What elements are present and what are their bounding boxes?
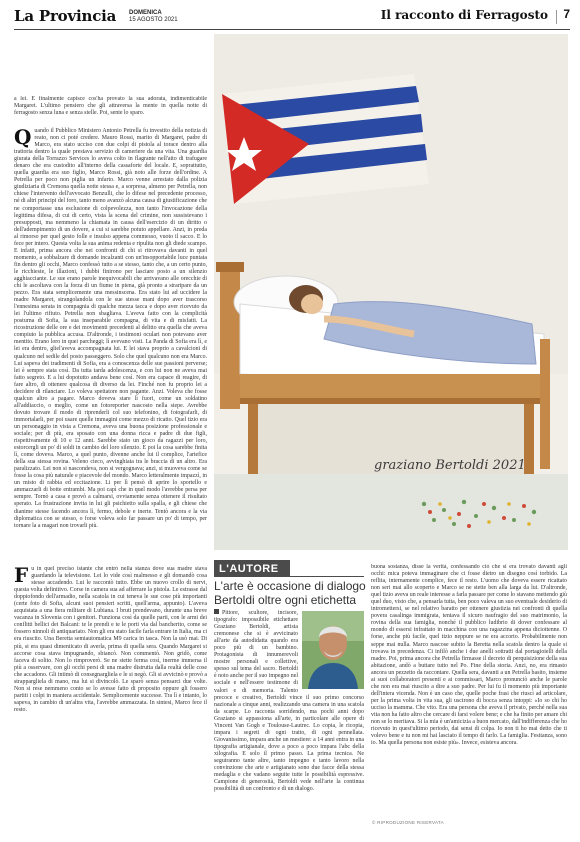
bullet-square-icon [214, 609, 219, 614]
story-paragraph-2 [14, 566, 207, 714]
page-number: 7 [563, 7, 570, 21]
issue-day: DOMENICA [129, 10, 162, 16]
newspaper-logo: La Provincia [14, 7, 117, 25]
author-headline: L'arte è occasione di dialogo Bertoldi oltre ogni etichetta [214, 579, 366, 607]
story-column-3 [371, 564, 567, 828]
header-divider [556, 10, 557, 24]
story-text-2: u in quel preciso istante che entrò nella stanza dove sua madre stava guardando la televisione. Lei lo vide così malmesso e gli domandò cosa stesse accadendo. Lui le raccontò tutto. Ebbe un nuovo crollo di nervi, questa volta definitivo. Corse in camera sua ad afferrare la pistola. Le estrasse dal doppiofondo dell'armadio, nella scatola in cui teneva le sue cose più importanti (certe foto di Sofia, alcuni suoi pensieri scritti, quell'arma, appunto). L'aveva acquistata a una fiera militare di Lubiana. I bruti prendevano, durante una breve vacanza in Slovenia con i genitori. Funziona così da quelle parti, con le armi dei conflitti bellici dei Balcani: te le prendi e te le porti via dal bancherito, come se fossero ninnoli di antiquariato. Non gli era stato facile farla entrare in Italia, ma ci era riuscito. Una Beretta semiautomatica M9 carica in tasca. Non la usò mai. Di più, si era quasi dimenticato di averla, prima di quella sera. Quando Margaret si accorse cosa stava impugnando, sbiancò. Non commentò. Non gridò, come faceva di solito. Non lo rimproverò. Se ne stette ferma così, inerme immersa il più a osservare, con gli occhi persi di una madre distrutta dalla realtà delle cose che accadono. Gli intimò di consegnargliela e le si negò. Gli si avvicinò e provò a strappargliela di mano, ma lui si divincolò. Le sparò senza pensarci due volte. Non si rese nemmeno conto se lo avesse fatto di proposito oppure gli fossero partiti i colpi in maniera accidentale. Semplicemente successe. Tra lì e intanto, lo sapeva, in cambio di un'altra vita, l'avrebbe ammazzata. In sintesi, Marco fece il resto. [14, 566, 207, 713]
header-rule [14, 29, 570, 30]
story-text-1: uando il Pubblico Ministero Antonio Petrella fu investito della notizia di reato, non ci poté credere. Mauro Rossi, marito di Margaret, padre di Marco, era stato ucciso con due colpi di pistola al torace dentro alla trattoria dentro la quale prestava servizio di cameriere da una vita. Una guardia giurata della Torrazzo Services lo aveva colto in flagrante nell'atto di trafugare denaro che era custodito all'interno della cassaforte del locale. E, soprattutto, quella guardia era suo figlio, Marco Rossi, già noto alle forze dell'ordine. A Petrella per poco non piglia un infarto. Marco venne arrestato dalla polizia giudiziaria di Cremona quella notte stessa e, a sorpresa, almeno per Petrella, non chiese l'intervento dell'avvocato Benzulli, che lo difese nel precedente processo, né di altri principi del foro, tanto meno avanzò alcuna causa di giustificazione che ne comportasse una esclusione di colpevolezza, non tanto l'invocazione della legittima difesa, di cui di certo, vista la scena del crimine, non sussistevano i presupposti, ma nemmeno la chiamata in causa dell'esercizio di un diritto o dell'adempimento di un dovere, a cui si sarebbe potuto appellare. Anzi, in preda al rimorso per quel gesto folle e insulso appena commesso, vuoto il sacco. E lo fece per intero. Questa volta la sua anima redenta e ripulita non gli diede scampo. E infatti, prima ancora che nei confronti di chi si ritrovava davanti in quel momento, a sobbalzare di domande incalzanti con un'insopportabile luce puntata fin dentro gli occhi, Marco confessò tutto a se stesso, tanto che, a un certo punto, le ricchieste, le illazioni, i dubbi finirono per lasciare posto a un silenzio agghiacciante. Le sue erano parole inequivocabili che arrivavano alle orecchie di chi le ascoltava con la forza di un fiume in piena, già pronto a straripare da un pezzo. Era stata semplicemente una messinscena. Era stato lui ad uccidere la madre Margaret, strangolandola con le sue stesse mani dopo aver trascorso l'ennesima serata in compagnia di qualche mezza tacca e dopo aver ricevuto da lei l'ultimo rifiuto. Petrella non sbagliava. L'aveva fatto con la complicità posturna di Sofia, la sua inseparabile compagna, di vita e di misfatti. La ricostruzione delle ore e dei movimenti precedenti al delitto era quella che aveva compiuto la pubblica accusa. D'altronde, i testimoni oculari non potevano aver mentito. Erano loro in quei parcheggi; lì avevano visti. La Panda di Sofia era lì, e lei era dentro, gliel'aveva accompagnata lui. E lei stava proprio a cavalcioni di qualcuno nel sedile del posto passeggero. Solo che quel qualcuno non era Marco. Lui sapeva dei tradimenti di Sofia, era a conoscenza delle sue passioni perverse; lei è sempre stata così. Da tutta tarda adolescenza, e con lui non ne aveva mai fatto segreto. E a lui dopotutto andava bene così. Non era capace di reagire, di fare altro, di ottenere qualcosa di diverso da lei. Finché non fu proprio lei a decidere di rilanciare. Lo voleva spettatore non pagante. Anzi. Voleva che fosse qualcun altro a pagare. Marco doveva stare lì fuori, come un soldatino all'addiaccio, o meglio, come un fotoreporter nascosto nella siepe. Avrebbe dovuto trovare il modo di riprenderli col suo telefonino, di fotografarli, di immortalarli, per poi usare quelle immagini come mezzo di ricatto. Quel tizio era un personaggio in vista a Cremona, aveva una buona posizione professionale e sociale; per di più, era sposato con una donna ricca e padre di due figli, rispettivamente di 10 e 12 anni. Sarebbe stato un gioco da ragazzi per loro, estorcergli un po' di soldi in cambio del loro silenzio. E poi la cosa sarebbe finita lì, come doveva. Marco, a quel punto, divenne anche lui il complice, l'artefice della sua stessa rovina. Veleno cieco, avvinghiata tra le braccia di un altro. Era paralizzato. Lei non si nascondeva, non si vergognava; anzi, si muoveva come se fosse la cosa più naturale e piacevole del mondo. Marco letteralmente impazzì, in un misto di rabbia ed eccitazione. Li per lì pensò di aprire lo sportello e ammazzarli di botte entrambi. Ma poi capì che in quel modo l'avrebbe persa per sempre. Tornò a casa e provò a calmarsi, ovviamente senza ottenere il risultato sperato. La frustrazione invita in lui gli psichietto sulla spalla, e gli chiese che dianime stesse facendo ancora lì, fermo, debole e inerte. Tentò ancora e la via diplomatica con se stesso, o forse voleva solo far passare un po' di tempo, per tornare la a magari non trovarli più. [14, 128, 207, 529]
issue-date-text: 15 AGOSTO 2021 [129, 17, 178, 23]
issue-date [129, 10, 178, 24]
story-column-1 [14, 96, 207, 566]
section-title: Il racconto di Ferragosto [380, 8, 548, 22]
svg-text:graziano Bertoldi 2021: graziano Bertoldi 2021 [374, 458, 526, 473]
story-text-3: buona sostanza, disse la verità, confessando ciò che si era trovato davanti agli occhi: mica poteva immaginare che ci fosse dietro un disegno così torbido. La reflita, internamente complice, fece il resto. L'uomo che doveva essere ricattato non seri mai allo scoperto e Marco se ne stette ben alla larga da lui. D'altronde, quel tizio aveva un reale interesse a farla passare per come lo stavano mettendo giù quel duo, visto che, a pensarla tutta, ben poco valeva un suo eventuale desiderio di intromettersi, se nel relativo baratto per ottenere giustizia nei confronti di quella povera casalinga immigrata, tentava il sicuro naufragio del suo matrimonio, la rovina della sua famiglia, nonché il pubblico ludibrio di dover confessare al mondo di essersi infrattato in macchina con una ragazzina appena diciottenne. O forse, anche più facile, quel tizio neppure se ne era accorto. Probabilmente non seppe mai nulla. Marco nascose subito la Beretta nella scatola dentro la quale si trovava in precedenza. Ci infilò anche i due anelli sottratti dal portagioielli della madre. Poi, prima ancora che Petrella firmasse il decreto di perquisizione della sua abitazione, andò a buttare tutto nel Po. Fine della storia. Anzi, no, era rimasto ancora un pezzetto da raccontare. Quella sera, davanti a un Petrella basito, insieme ai suoi collaboratori presenti e ai commissari, Marco pronunciò anche le parole che non era mai riuscito a dire a suo padre. Per lui fu il momento più importante dell'intera vicenda. Non è un caso che, quelle poche frasi che riuscì ad articolare, per la prima volta in vita sua, gli uscirono di bocca senza intoppi: «Io so chi ho ucciso la mamma. Che vito. Era una persona che aveva il privato, perché nella sua vita non ha fatto altro che cercare di farsi volere bene; e che ha finito per amare chi non se lo meritava. Si la mia è un'amicizia a buon mercato, dall'indifferenza che ho ricevuto in quest'ultimo periodo, dai sensi di colpa. Io non ti ho mai detto che ti volevo bene e tu non mi hai lasciato il tempo di farlo. La famiglia. Fesitanza, sono io. Ma quella persona non esiste più». Invece, esisteva ancora. [371, 564, 567, 747]
story-paragraph-1 [14, 125, 207, 530]
author-kicker-box [214, 560, 290, 577]
author-column [214, 609, 364, 828]
story-column-2 [14, 566, 207, 828]
author-photo [302, 611, 364, 689]
copyright-note: © RIPRODUZIONE RISERVATA [372, 820, 444, 825]
story-intro: a lei. È finalmente capisce cos'ha provato la sua adorata, indimenticabile Margaret. L'ultimo pensiero che gli attraversa la mente in quella notte di ferragosto senza luna e senza stelle. Poi, sente lo sparo. [14, 96, 207, 117]
author-kicker: L'AUTORE [219, 563, 279, 575]
drop-cap: Q [14, 125, 32, 149]
page-header [14, 0, 570, 26]
painting-illustration [214, 34, 568, 550]
author-rule [290, 576, 364, 577]
drop-cap-2: F [14, 566, 29, 587]
cuban-flag-icon [222, 74, 429, 204]
author-bio-text: Pittore, scultore, incisore, tipografo: impossibile etichettare Graziano Bertoldi, artista cremonese che si è avvicinato all'arte da autodidatta quando era poco più di un bambino. Protagonista di innumerevoli mostre personali e collettive, spesso sul tema del sacro. Bertoldi è noto anche per il suo impegno nel sociale e nell'essere testimone di valori e di memoria. Talento precoce e creativo, Bertoldi vince il suo primo concorso nazionale a cinque anni, realizzando una camera in una scatola da scarpe. Lo racconta sorridendo, ma pochi anni dopo Graziano si appassiona all'arte, in particolare alle opere di Vincent Van Gogh e Toulouse-Lautrec. Lo copia, le ricopia, impara i segreti di ogni tratto, di ogni pennellata. Giovanissimo, impara anche un mestiere: a 14 anni entra in una tipografia artigianale, dove a poco a poco impara l'abc della xilografia. E solo il primo passo. La prima tecnica. Ne seguiranno tante altre, tanto impegno e tanto lavoro nella convinzione che arte e artigianato sono due facce della stessa medaglia e che vadano seguite tutte le possibilità espressive. Campione di generosità, Bertoldi vede nell'arte la continua possibilità di un confronto e di un dialogo. [214, 610, 364, 793]
